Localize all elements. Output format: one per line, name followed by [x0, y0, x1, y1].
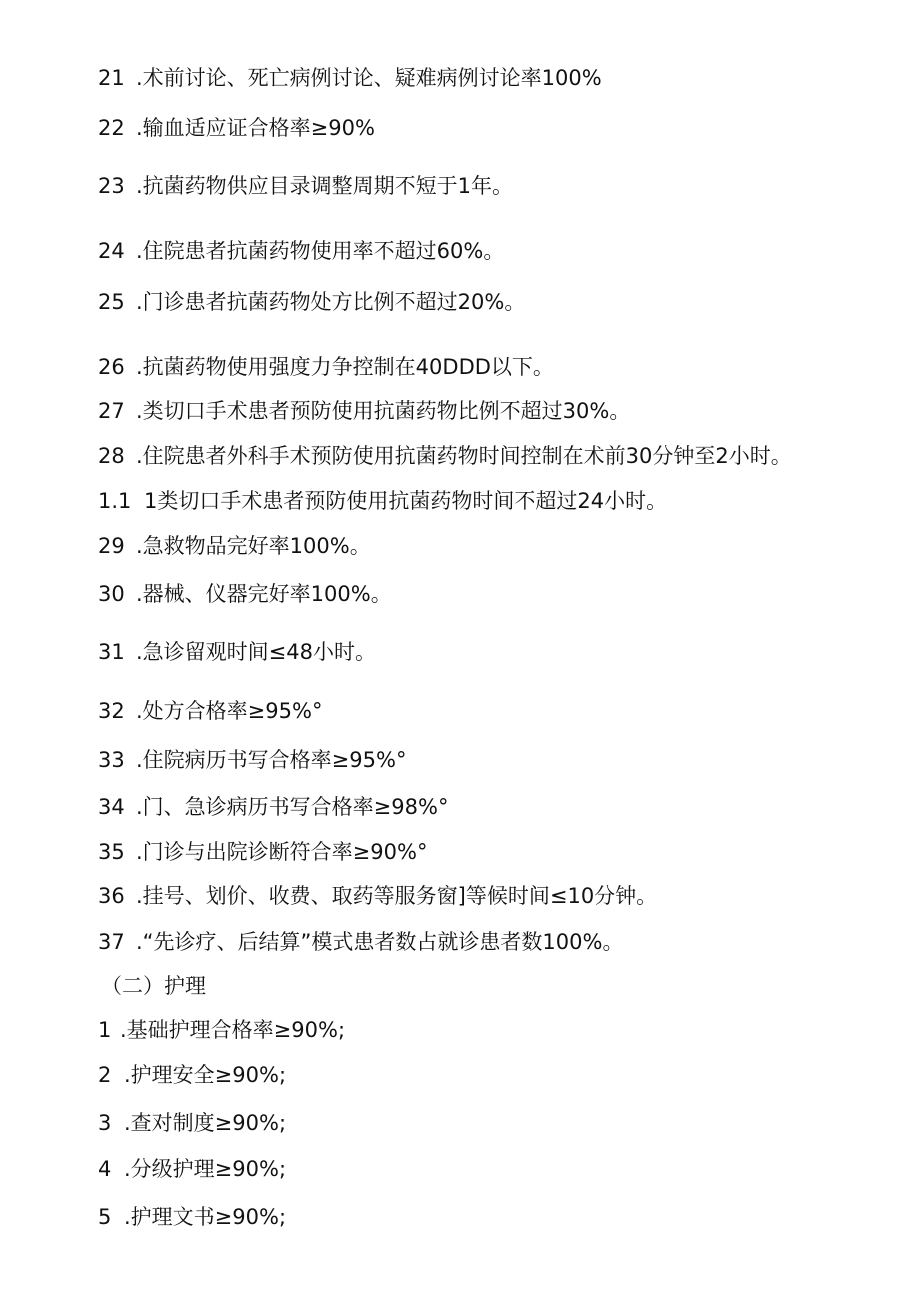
item-text: .门诊与出院诊断符合率≥90%°: [136, 840, 428, 864]
item-text: .术前讨论、死亡病例讨论、疑难病例讨论率100%: [136, 66, 602, 90]
item-number: 4: [98, 1157, 112, 1181]
item-number: 29: [98, 534, 125, 558]
item-text: .基础护理合格率≥90%;: [120, 1018, 346, 1042]
item-text: .分级护理≥90%;: [124, 1157, 287, 1181]
item-text: .护理文书≥90%;: [124, 1205, 287, 1229]
item-number: 36: [98, 884, 125, 908]
item-number: 5: [98, 1205, 112, 1229]
item-text: .“先诊疗、后结算”模式患者数占就诊患者数100%。: [136, 930, 624, 954]
item-number: 22: [98, 116, 125, 140]
item-number: 31: [98, 640, 125, 664]
item-number: 34: [98, 795, 125, 819]
item-number: 32: [98, 699, 125, 723]
item-text: .住院患者外科手术预防使用抗菌药物时间控制在术前30分钟至2小时。: [136, 444, 792, 468]
item-number: 30: [98, 582, 125, 606]
item-text: .处方合格率≥95%°: [136, 699, 323, 723]
item-text: .护理安全≥90%;: [124, 1063, 287, 1087]
item-number: 1: [98, 1018, 112, 1042]
item-number: 28: [98, 444, 125, 468]
item-text: .类切口手术患者预防使用抗菌药物比例不超过30%。: [136, 399, 631, 423]
item-number: 33: [98, 748, 125, 772]
item-number: 26: [98, 355, 125, 379]
item-number: 37: [98, 930, 125, 954]
item-number: 21: [98, 66, 125, 90]
item-number: 27: [98, 399, 125, 423]
item-number: 3: [98, 1111, 112, 1135]
section-heading: （二）护理: [101, 974, 206, 998]
item-text: .输血适应证合格率≥90%: [136, 116, 375, 140]
item-number: 25: [98, 290, 125, 314]
item-text: .住院患者抗菌药物使用率不超过60%。: [136, 239, 505, 263]
item-number: 24: [98, 239, 125, 263]
item-text: .抗菌药物供应目录调整周期不短于1年。: [136, 174, 514, 198]
item-text: .急救物品完好率100%。: [136, 534, 371, 558]
item-text: .查对制度≥90%;: [124, 1111, 287, 1135]
item-number: 2: [98, 1063, 112, 1087]
item-text: .挂号、划价、收费、取药等服务窗]等候时间≤10分钟。: [136, 884, 658, 908]
item-text: .住院病历书写合格率≥95%°: [136, 748, 407, 772]
item-text: .器械、仪器完好率100%。: [136, 582, 392, 606]
item-text: 1类切口手术患者预防使用抗菌药物时间不超过24小时。: [144, 489, 668, 513]
item-number: 1.1: [98, 489, 132, 513]
item-text: .门诊患者抗菌药物处方比例不超过20%。: [136, 290, 526, 314]
item-text: .门、急诊病历书写合格率≥98%°: [136, 795, 449, 819]
item-text: .急诊留观时间≤48小时。: [136, 640, 376, 664]
item-number: 23: [98, 174, 125, 198]
item-text: .抗菌药物使用强度力争控制在40DDD以下。: [136, 355, 554, 379]
item-number: 35: [98, 840, 125, 864]
